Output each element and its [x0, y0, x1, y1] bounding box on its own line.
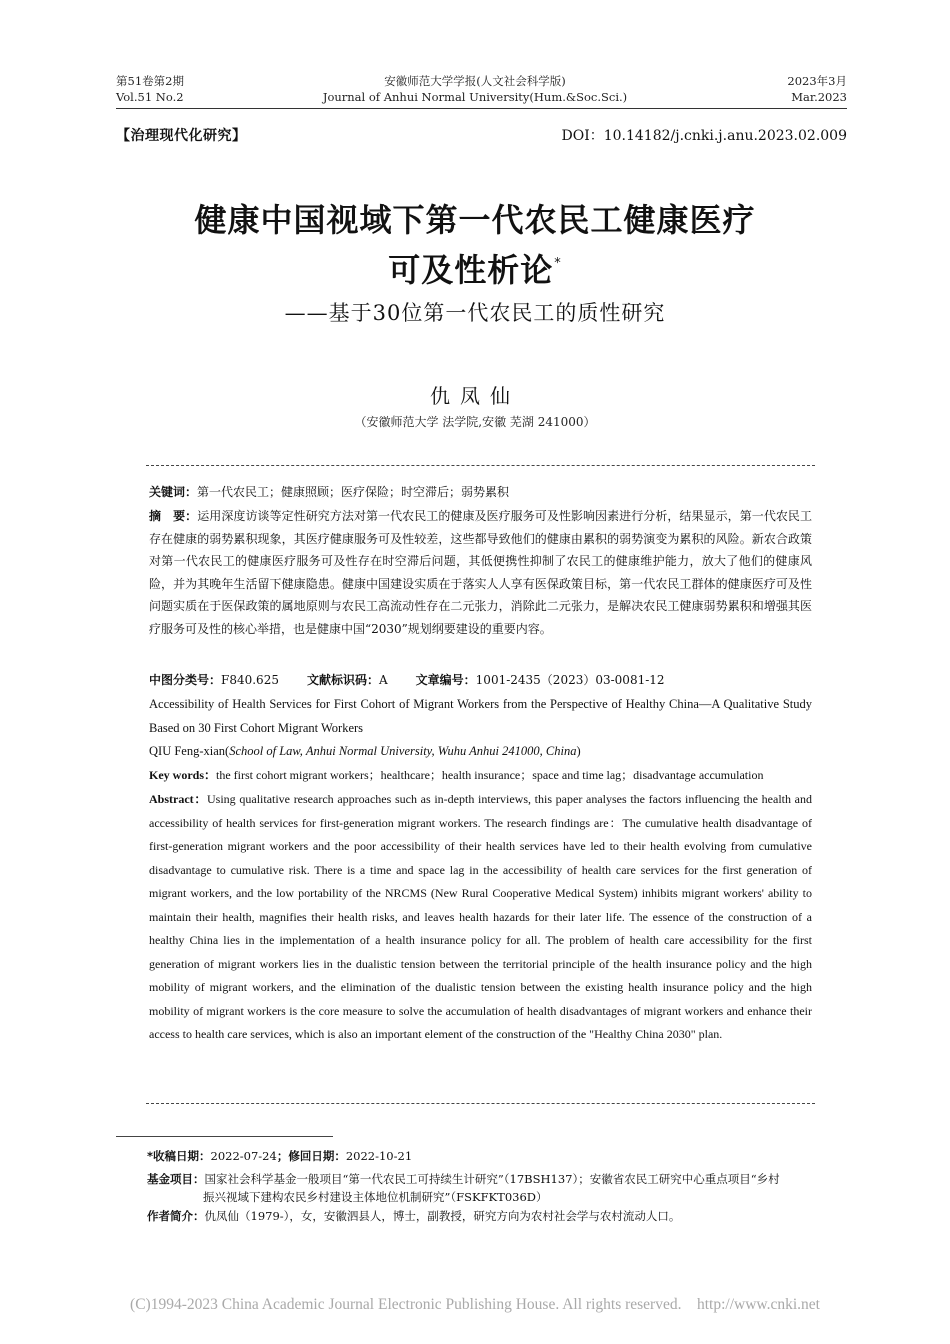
doc-code-value: A: [378, 673, 388, 687]
revised-date-value: 2022-10-21: [345, 1149, 413, 1163]
volume-en: Vol.51 No.2: [116, 90, 184, 104]
keywords-cn-label: 关键词：: [149, 485, 198, 499]
english-title: Accessibility of Health Services for First Cohort of Migrant Workers from the Perspective of Healthy China—A Qualitative Study Based on 30 First Cohort Migrant Workers: [149, 697, 812, 735]
clc-value: F840.625: [221, 673, 279, 687]
doi: DOI：10.14182/j.cnki.j.anu.2023.02.009: [561, 128, 847, 144]
date-cn: 2023年3月: [787, 74, 847, 88]
paper-subtitle: ——基于30位第一代农民工的质性研究: [284, 301, 666, 325]
english-author-affiliation: School of Law, Anhui Normal University, Wuhu Anhui 241000, China: [229, 744, 577, 758]
received-date-value: 2022-07-24: [210, 1149, 277, 1163]
author-bio-label: 作者简介：: [147, 1209, 205, 1223]
doc-code-label: 文献标识码：: [306, 673, 379, 687]
keywords-cn-text: 第一代农民工；健康照顾；医疗保险；时空滞后；弱势累积: [197, 485, 510, 499]
paper-title-line-1: 健康中国视域下第一代农民工健康医疗: [194, 201, 756, 239]
article-number-value: 1001-2435（2023）03-0081-12: [475, 673, 665, 687]
column-tag: 【治理现代化研究】: [116, 128, 247, 144]
footnote-author-bio: [147, 1207, 847, 1225]
english-abstract-text: Using qualitative research approaches such as in-depth interviews, this paper analyses the factors influencing the health and accessibility of health services for first-generation migrant workers. The research findings are：The cumulative health disadvantage of first-generation migrant workers and the poor accessibility of their health services have led to their health evolving from cumulative disadvantage to cumulative risk. There is a time and space lag in the accessibility of health care services for the first generation of migrant workers, and the low portability of the NRCMS (New Rural Cooperative Medical System) inhibits migrant workers' ability to maintain their health, magnifies their health risks, and leaves health hazards for their later life. The essence of the construction of a healthy China lies in the implementation of a health insurance policy for all. The problem of health care accessibility for the first generation of migrant workers lies in the dualistic tension between the territorial principle of the health insurance policy and the high mobility of migrant workers, and the elimination of the dualistic tension between the existing health insurance policy and the high mobility of migrant workers is the core measure to solve the accumulation of health disadvantages of migrant workers and enhance their access to health care services, which is also an important element of the construction of the "Healthy China 2030" plan.: [149, 792, 812, 1041]
received-date-label: *收稿日期：: [147, 1149, 211, 1163]
author-bio-text: 仇凤仙（1979-），女，安徽泗县人，博士，副教授，研究方向为农村社会学与农村流动人口。: [204, 1209, 681, 1223]
footnote-dates: [147, 1147, 847, 1165]
abstract-cn-label: 摘 要：: [149, 509, 198, 523]
english-keywords: [149, 764, 812, 788]
divider-bottom: [146, 1103, 815, 1104]
fund-label: 基金项目：: [147, 1172, 205, 1186]
footnote-rule: [116, 1136, 333, 1137]
date-en: Mar.2023: [791, 90, 847, 104]
divider-top: [146, 465, 815, 466]
header-rule: [116, 108, 847, 109]
paper-title-line-2: [100, 242, 850, 292]
journal-cn: 安徽师范大学学报(人文社会科学版): [384, 74, 566, 88]
article-number-label: 文章编号：: [415, 673, 476, 687]
running-header-date: [787, 73, 847, 105]
title-note-mark: *: [554, 256, 562, 271]
abstract-cn: [149, 505, 812, 641]
fund-text-continued: 振兴视域下建构农民乡村建设主体地位机制研究”（FSKFKT036D）: [203, 1190, 548, 1204]
journal-en: Journal of Anhui Normal University(Hum.&Soc.Sci.): [322, 90, 628, 104]
english-keywords-text: the first cohort migrant workers；healthcare；health insurance；space and time lag；disadvantage accumulation: [216, 768, 764, 782]
classification-line: [149, 669, 812, 692]
abstract-cn-text: 运用深度访谈等定性研究方法对第一代农民工的健康及医疗服务可及性影响因素进行分析，结果显示，第一代农民工存在健康的弱势累积现象，其医疗健康服务可及性较差，这些都导致他们的健康由累积的弱势演变为累积的风险。新农合政策对第一代农民工的健康医疗服务可及性存在时空滞后问题，其低便携性抑制了农民工的健康维护能力，放大了他们的健康风险，并为其晚年生活留下健康隐患。健康中国建设实质在于落实人人享有医保政策目标，第一代农民工群体的健康医疗可及性问题实质在于医保政策的属地原则与农民工高流动性存在二元张力，消除此二元张力，是解决农民工健康弱势累积和增强其医疗服务可及性的核心举措，也是健康中国“2030”规划纲要建设的重要内容。: [149, 509, 812, 636]
english-abstract: [149, 788, 812, 1047]
keywords-cn: [149, 481, 812, 504]
clc-label: 中图分类号：: [149, 673, 222, 687]
english-author-name: QIU Feng-xian: [149, 744, 226, 758]
english-keywords-label: Key words：: [149, 768, 216, 782]
author-name: 仇凤仙: [430, 384, 520, 408]
fund-text: 国家社会科学基金一般项目“第一代农民工可持续生计研究”（17BSH137）；安徽省农民工研究中心重点项目“乡村: [204, 1172, 780, 1186]
author-affiliation: （安徽师范大学 法学院,安徽 芜湖 241000）: [354, 415, 596, 429]
paper-title-line-2-text: 可及性析论: [388, 251, 554, 289]
running-header-volume: [116, 73, 184, 105]
revised-date-label: ；修回日期：: [276, 1149, 346, 1163]
volume-cn: 第51卷第2期: [116, 74, 184, 88]
copyright-watermark: (C)1994-2023 China Academic Journal Electronic Publishing House. All rights reserved. http://www.cnki.net: [130, 1296, 820, 1313]
english-abstract-label: Abstract：: [149, 792, 208, 806]
footnote-fund: [147, 1170, 847, 1206]
english-author: QIU Feng-xian(School of Law, Anhui Normal University, Wuhu Anhui 241000, China): [149, 744, 581, 758]
running-header-journal: [300, 73, 650, 105]
